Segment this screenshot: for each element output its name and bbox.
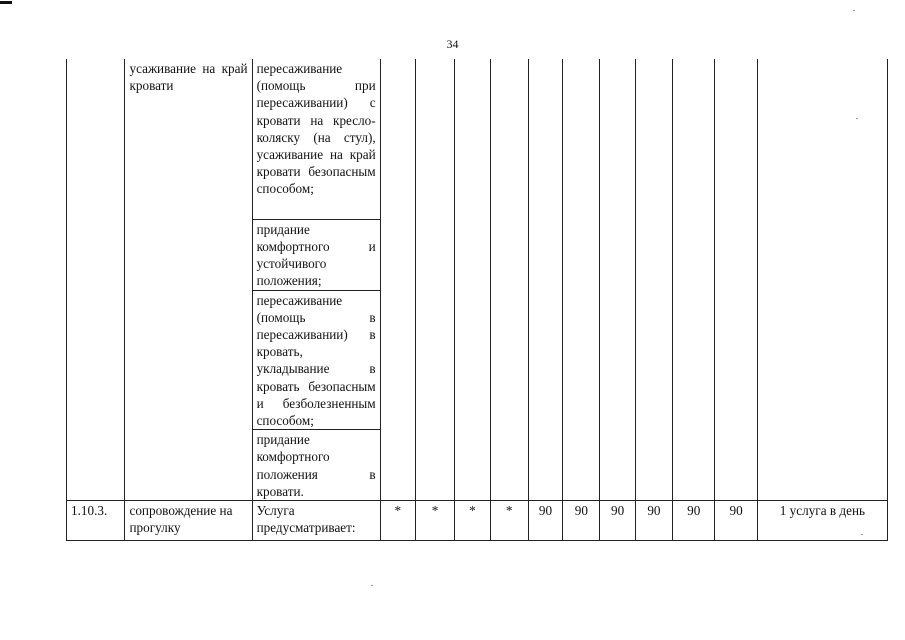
- row-frequency: 1 услуга в день: [757, 500, 887, 540]
- row-mark: *: [455, 500, 490, 540]
- step-cell: [252, 219, 380, 290]
- services-table: [66, 59, 888, 541]
- scan-speck: [856, 118, 858, 119]
- mark-cell-empty: [380, 59, 415, 500]
- row-value: 90: [635, 500, 672, 540]
- step-cell: [252, 430, 380, 501]
- scan-corner-mark: [0, 1, 12, 4]
- step-text: придание комфортного положения в кровати.: [256, 432, 376, 499]
- row-value: 90: [673, 500, 715, 540]
- step-cell: [252, 290, 380, 430]
- row-value: 90: [528, 500, 562, 540]
- row-name: сопровождение на прогулку: [125, 500, 252, 540]
- table-row: [67, 59, 888, 219]
- row-mark: *: [415, 500, 454, 540]
- value-cell-empty: [528, 59, 562, 500]
- value-cell-empty: [563, 59, 600, 500]
- page-number: 34: [446, 37, 459, 51]
- scan-speck: [371, 585, 373, 586]
- value-cell-empty: [635, 59, 672, 500]
- code-cell-empty: [67, 59, 125, 500]
- value-cell-empty: [673, 59, 715, 500]
- mark-cell-empty: [415, 59, 454, 500]
- service-name-cell: [125, 59, 252, 500]
- row-value: 90: [600, 500, 635, 540]
- row-code: 1.10.3.: [67, 500, 125, 540]
- row-mark: *: [380, 500, 415, 540]
- row-value: 90: [563, 500, 600, 540]
- mark-cell-empty: [455, 59, 490, 500]
- step-text: пересаживание (помощь в пересаживании) в кровать, укладывание в кровать безопасным и безболезненным способом;: [256, 292, 376, 428]
- row-mark: *: [490, 500, 528, 540]
- row-value: 90: [715, 500, 757, 540]
- step-cell: [252, 59, 380, 219]
- row-description: Услуга предусматривает:: [252, 500, 380, 540]
- step-text: пересаживание (помощь при пересаживании) с кровати на кресло-коляску (на стул), усаживание на край кровати безопасным способом;: [256, 61, 376, 197]
- value-cell-empty: [715, 59, 757, 500]
- scan-speck: [853, 10, 855, 11]
- mark-cell-empty: [490, 59, 528, 500]
- scan-speck: [861, 534, 863, 535]
- table-row: [67, 500, 888, 540]
- frequency-cell-empty: [757, 59, 887, 500]
- value-cell-empty: [600, 59, 635, 500]
- service-name: усаживание на край кровати: [129, 61, 248, 94]
- step-text: придание комфортного и устойчивого положения;: [256, 221, 376, 289]
